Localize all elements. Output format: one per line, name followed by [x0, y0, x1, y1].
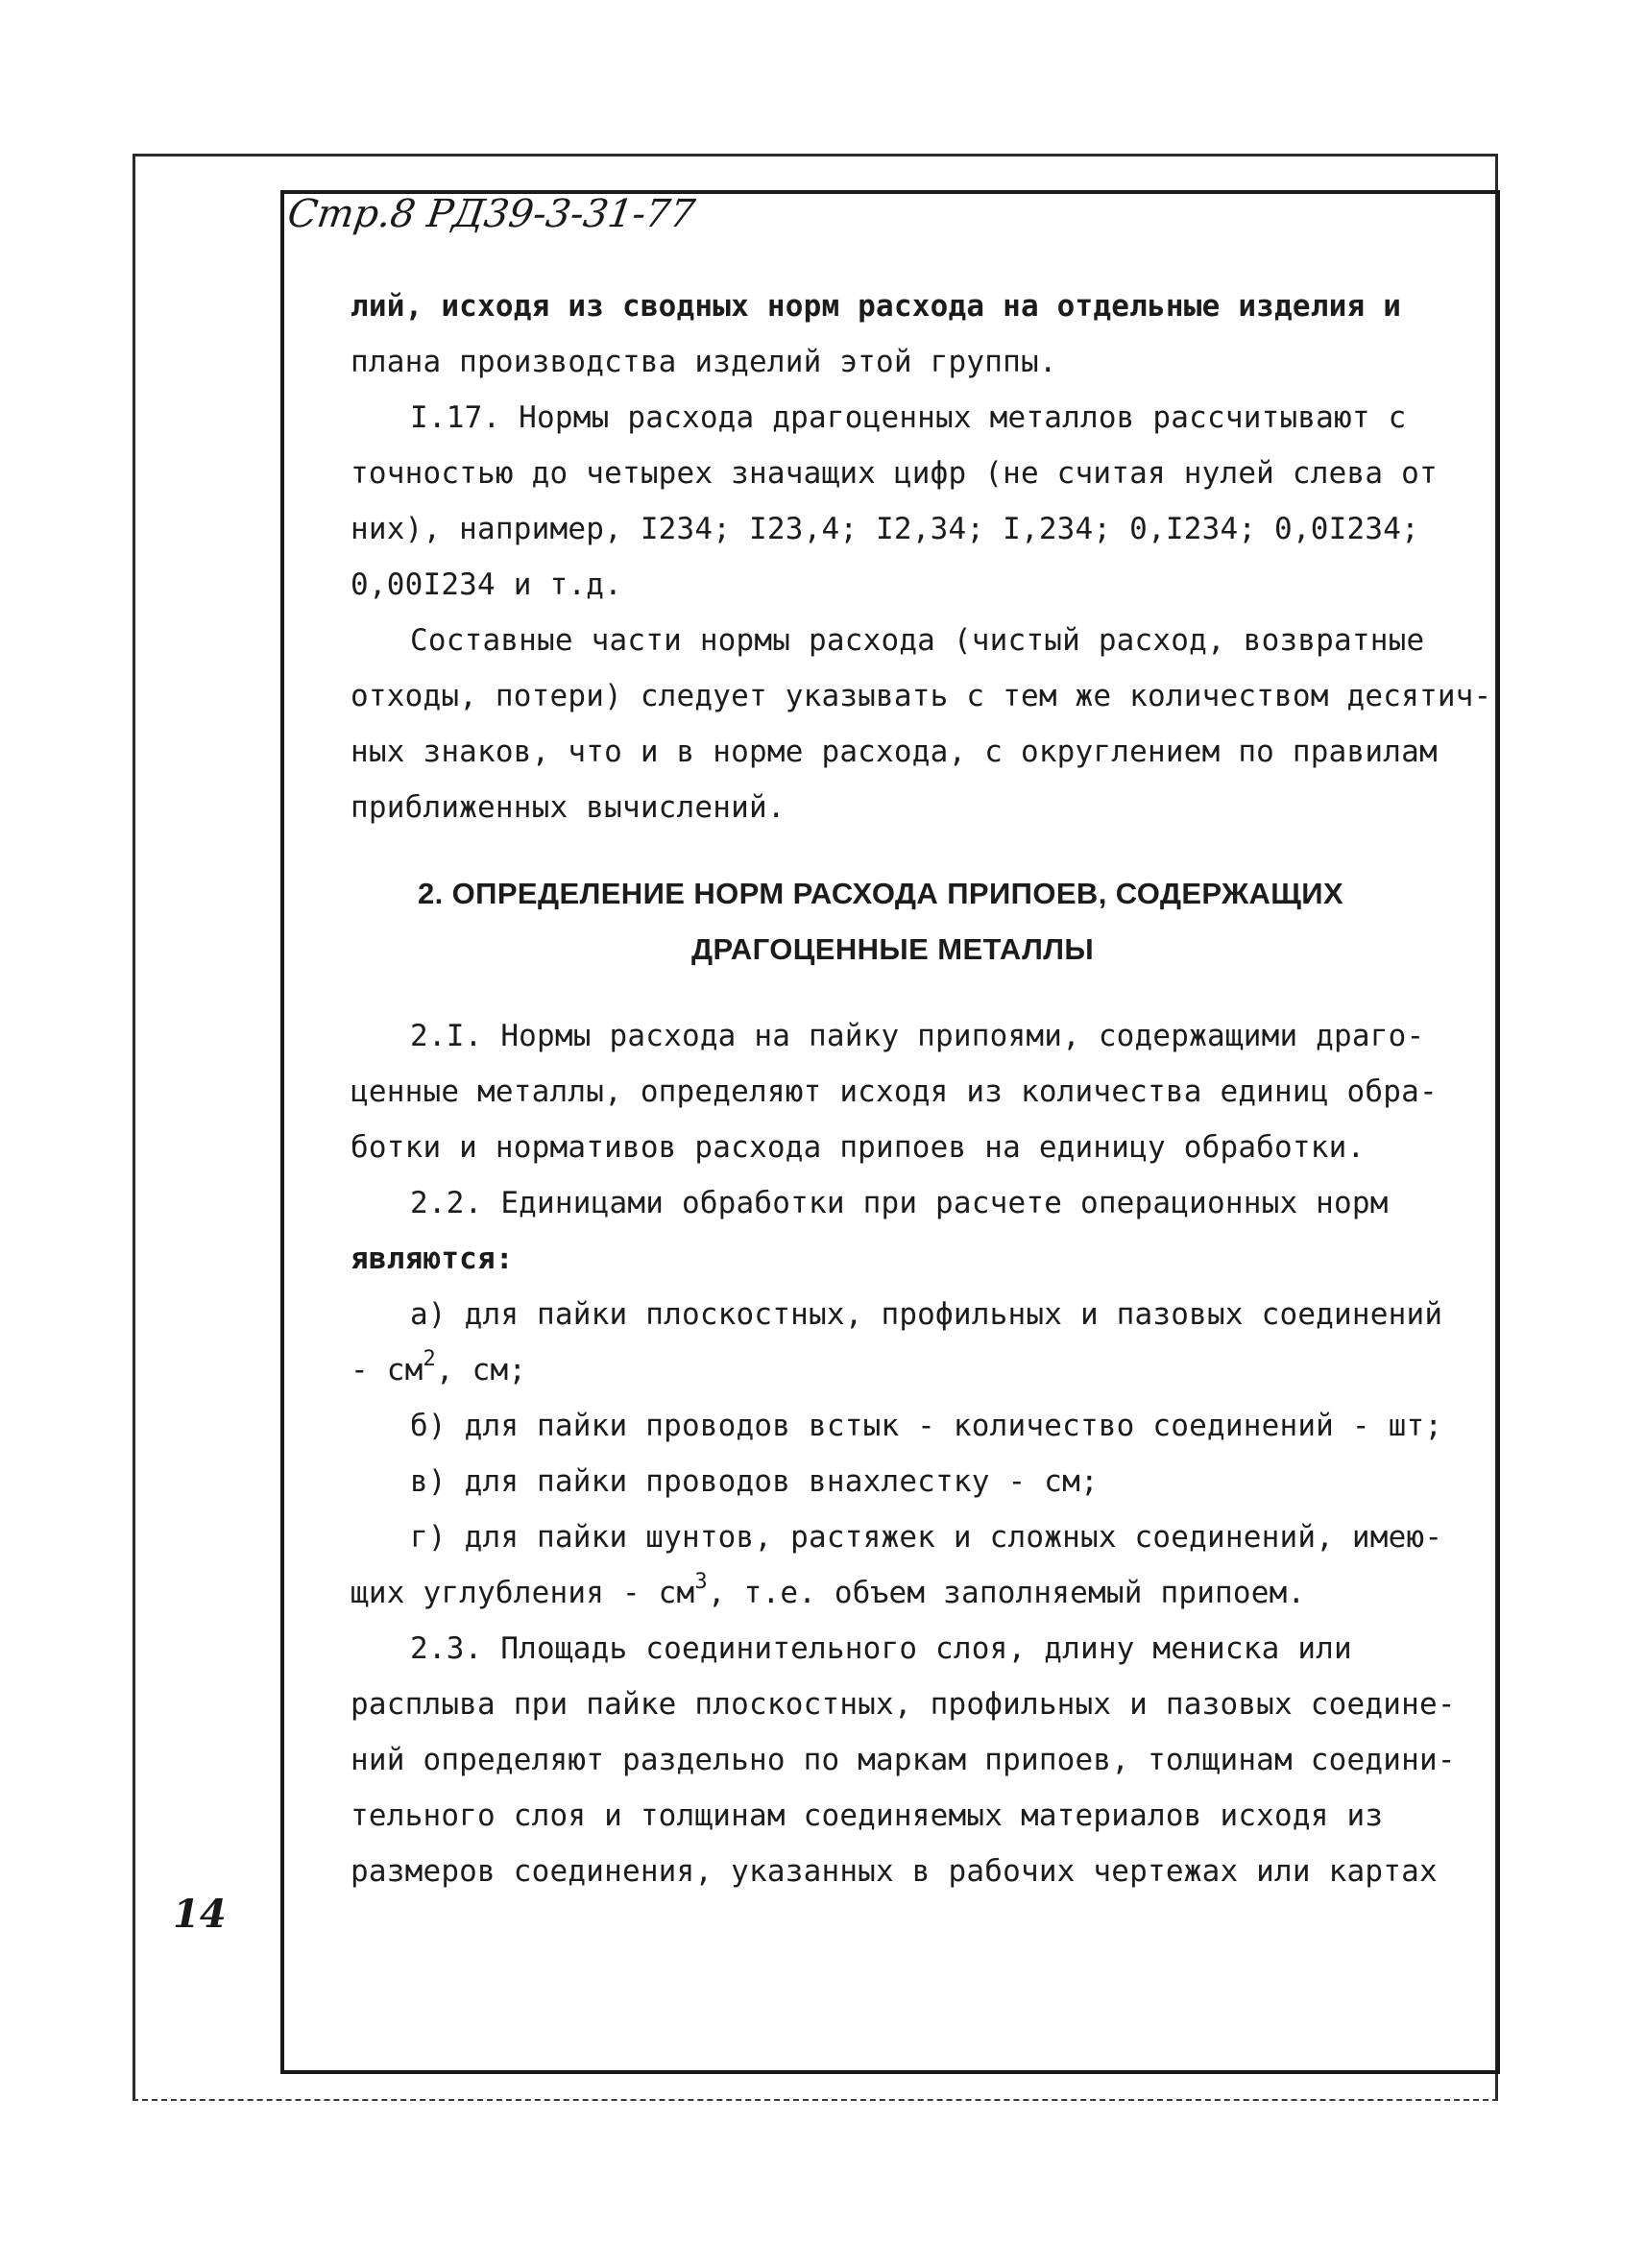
section-heading-line-2: ДРАГОЦЕННЫЕ МЕТАЛЛЫ: [691, 932, 1095, 966]
text-line: лий, исходя из сводных норм расхода на отдельные изделия и: [351, 289, 1402, 324]
list-item-b: б) для пайки проводов встык - количество соединений - шт;: [410, 1409, 1443, 1443]
text-line: точностью до четырех значащих цифр (не считая нулей слева от: [351, 456, 1438, 491]
paragraph-2-2: 2.2. Единицами обработки при расчете операционных норм: [410, 1186, 1389, 1220]
text-line: ний определяют раздельно по маркам припоев, толщинам соедини-: [351, 1743, 1456, 1777]
text-line: плана производства изделий этой группы.: [351, 345, 1057, 379]
text-line: тельного слоя и толщинам соединяемых материалов исходя из: [351, 1798, 1384, 1833]
paragraph-2-1: 2.I. Нормы расхода на пайку припоями, содержащими драго-: [410, 1019, 1425, 1053]
text-line: приближенных вычислений.: [351, 790, 786, 825]
list-item-d: г) для пайки шунтов, растяжек и сложных соединений, имею-: [410, 1520, 1443, 1555]
paragraph-components: Составные части нормы расхода (чистый расход, возвратные: [410, 623, 1425, 658]
text-line: - $см^2$, см;: [351, 1346, 527, 1387]
text-line: размеров соединения, указанных в рабочих чертежах или картах: [351, 1854, 1438, 1889]
text-line: являются:: [351, 1242, 514, 1276]
text-line: ценные металлы, определяют исходя из количества единиц обра-: [351, 1074, 1438, 1109]
text-line: ных знаков, что и в норме расхода, с округлением по правилам: [351, 735, 1438, 769]
paragraph-1-17: I.17. Нормы расхода драгоценных металлов рассчитывают с: [410, 400, 1407, 435]
text-line: них), например, I234; I23,4; I2,34; I,234; 0,I234; 0,0I234;: [351, 512, 1419, 546]
margin-page-number: 14: [173, 1892, 227, 1937]
list-item-a: а) для пайки плоскостных, профильных и пазовых соединений: [410, 1297, 1443, 1332]
section-heading: 2. ОПРЕДЕЛЕНИЕ НОРМ РАСХОДА ПРИПОЕВ, СОДЕРЖАЩИХ: [418, 877, 1344, 910]
text-line: щих углубления - $см^3$, т.е. объем заполняемый припоем.: [351, 1569, 1306, 1610]
text-line: расплыва при пайке плоскостных, профильных и пазовых соедине-: [351, 1687, 1456, 1722]
text-line: ботки и нормативов расхода припоев на единицу обработки.: [351, 1130, 1366, 1165]
paragraph-2-3: 2.3. Площадь соединительного слоя, длину мениска или: [410, 1631, 1352, 1666]
document-body: [351, 278, 1492, 1899]
text-line: 0,00I234 и т.д.: [351, 567, 622, 602]
list-item-c: в) для пайки проводов внахлестку - см;: [410, 1464, 1099, 1499]
text-line: отходы, потери) следует указывать с тем же количеством десятич-: [351, 679, 1492, 713]
page-header: Стр.8 РД39-3-31-77: [284, 192, 698, 236]
